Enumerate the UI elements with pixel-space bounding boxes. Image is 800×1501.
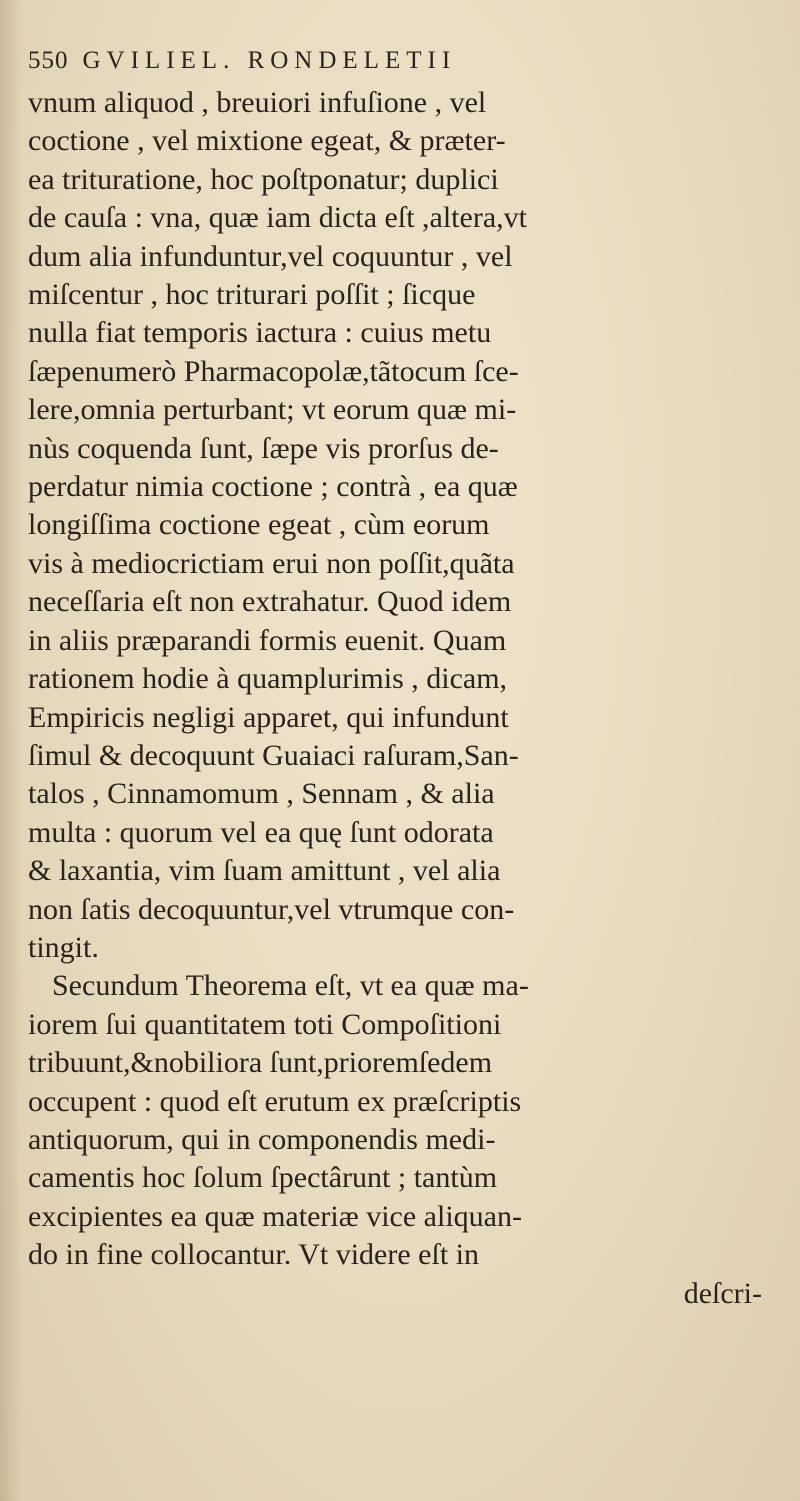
text-line: occupent : quod eſt erutum ex præſcriptis — [28, 1084, 522, 1118]
text-line: dum alia infunduntur,vel coquuntur , vel — [28, 239, 513, 273]
text-line: tribuunt,&nobiliora ſunt,prioremſedem — [28, 1046, 493, 1080]
text-block — [28, 40, 788, 1313]
text-line: antiquorum, qui in componendis medi- — [28, 1122, 496, 1156]
running-title: GVILIEL. RONDELETII — [82, 47, 457, 74]
paragraph-1 — [28, 84, 788, 967]
text-line: & laxantia, vim ſuam amittunt , vel alia — [28, 854, 501, 888]
text-line: vis à mediocrictiam erui non poſſit,quãta — [28, 546, 515, 580]
text-line: Empiricis negligi apparet, qui infundunt — [28, 700, 509, 734]
binding-shadow — [0, 0, 22, 1501]
text-line: do in fine collocantur. Vt videre eſt in — [28, 1238, 479, 1272]
text-line: miſcentur , hoc triturari poſſit ; ſicque — [28, 278, 476, 312]
paragraph-2 — [28, 967, 788, 1274]
page-number: 550 — [28, 47, 69, 74]
text-line: in aliis præparandi formis euenit. Quam — [28, 623, 507, 657]
text-line: perdatur nimia coctione ; contrà , ea quæ — [28, 470, 518, 504]
text-line: vnum aliquod , breuiori infuſione , vel — [28, 86, 487, 119]
text-line: tingit. — [28, 930, 99, 964]
text-line: coctione , vel mixtione egeat, & præter- — [28, 124, 506, 158]
text-line: camentis hoc ſolum ſpectârunt ; tantùm — [28, 1161, 498, 1195]
text-line: neceſſaria eſt non extrahatur. Quod idem — [28, 585, 512, 619]
text-line: excipientes ea quæ materiæ vice aliquan- — [28, 1199, 522, 1233]
text-line: ſæpenumerò Pharmacopolæ,tãtocum ſce- — [28, 354, 519, 388]
text-line: Secundum Theorema eſt, vt ea quæ ma- — [52, 969, 529, 1003]
text-line: non ſatis decoquuntur,vel vtrumque con- — [28, 892, 515, 926]
text-line: de cauſa : vna, quæ iam dicta eſt ,altera,vt — [28, 201, 527, 235]
text-line: ea trituratione, hoc poſtponatur; duplici — [28, 162, 499, 196]
text-line: longiſſima coctione egeat , cùm eorum — [28, 508, 490, 542]
text-line: iorem ſui quantitatem toti Compoſitioni — [28, 1007, 502, 1041]
text-line: multa : quorum vel ea quę ſunt odorata — [28, 815, 494, 849]
text-line: ſimul & decoquunt Guaiaci raſuram,San- — [28, 738, 519, 772]
text-line: talos , Cinnamomum , Sennam , & alia — [28, 777, 495, 811]
text-line: lere,omnia perturbant; vt eorum quæ mi- — [28, 393, 517, 427]
catchword: deſcri- — [683, 1276, 762, 1310]
running-head — [28, 40, 788, 82]
text-line: nulla fiat temporis iactura : cuius metu — [28, 316, 492, 350]
text-line: nùs coquenda ſunt, ſæpe vis prorſus de- — [28, 431, 499, 465]
text-line: rationem hodie à quamplurimis , dicam, — [28, 662, 508, 696]
